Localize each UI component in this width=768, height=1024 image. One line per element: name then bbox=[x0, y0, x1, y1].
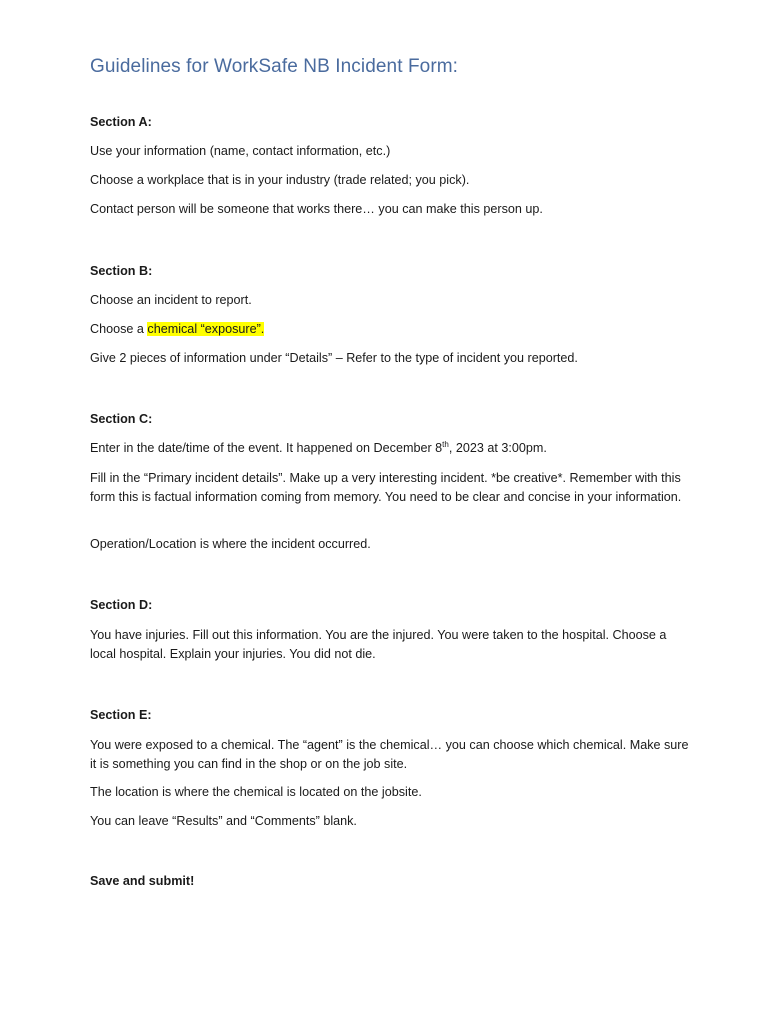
section-e-results: You can leave “Results” and “Comments” blank. bbox=[90, 814, 357, 828]
section-a-heading: Section A: bbox=[90, 115, 152, 129]
highlighted-text: chemical “exposure”. bbox=[147, 322, 265, 336]
date-suffix: , 2023 at 3:00pm. bbox=[448, 441, 547, 455]
closing-text: Save and submit! bbox=[90, 874, 195, 888]
date-ordinal: th bbox=[442, 439, 449, 449]
section-d-heading: Section D: bbox=[90, 598, 153, 612]
section-b-line-1: Choose an incident to report. bbox=[90, 293, 252, 307]
section-c-primary-details: Fill in the “Primary incident details”. Make up a very interesting incident. *be creative*. Remember with this form this is factual information coming from memory. You need to be clear and concise in your information. bbox=[90, 471, 682, 504]
section-b-line-2-prefix: Choose a bbox=[90, 322, 148, 336]
section-b-line-3: Give 2 pieces of information under “Details” – Refer to the type of incident you reported. bbox=[90, 351, 578, 365]
section-e-heading: Section E: bbox=[90, 708, 152, 722]
date-prefix: Enter in the date/time of the event. It happened on December 8 bbox=[90, 441, 443, 455]
document-title: Guidelines for WorkSafe NB Incident Form: bbox=[90, 56, 459, 77]
section-c-operation-location: Operation/Location is where the incident occurred. bbox=[90, 537, 371, 551]
section-e-location: The location is where the chemical is located on the jobsite. bbox=[90, 785, 422, 799]
section-b-heading: Section B: bbox=[90, 264, 153, 278]
section-a-line-2: Choose a workplace that is in your industry (trade related; you pick). bbox=[90, 173, 470, 187]
section-d-text: You have injuries. Fill out this information. You are the injured. You were taken to the hospital. Choose a local hospital. Explain your injuries. You did not die. bbox=[90, 628, 667, 661]
section-c-date-line bbox=[90, 439, 547, 458]
section-c-heading: Section C: bbox=[90, 412, 153, 426]
section-b-line-2 bbox=[90, 320, 264, 339]
section-e-agent: You were exposed to a chemical. The “agent” is the chemical… you can choose which chemical. Make sure it is something you can find in the shop or on the job site. bbox=[90, 738, 689, 771]
section-a-line-3: Contact person will be someone that works there… you can make this person up. bbox=[90, 202, 543, 216]
section-a-line-1: Use your information (name, contact information, etc.) bbox=[90, 144, 391, 158]
